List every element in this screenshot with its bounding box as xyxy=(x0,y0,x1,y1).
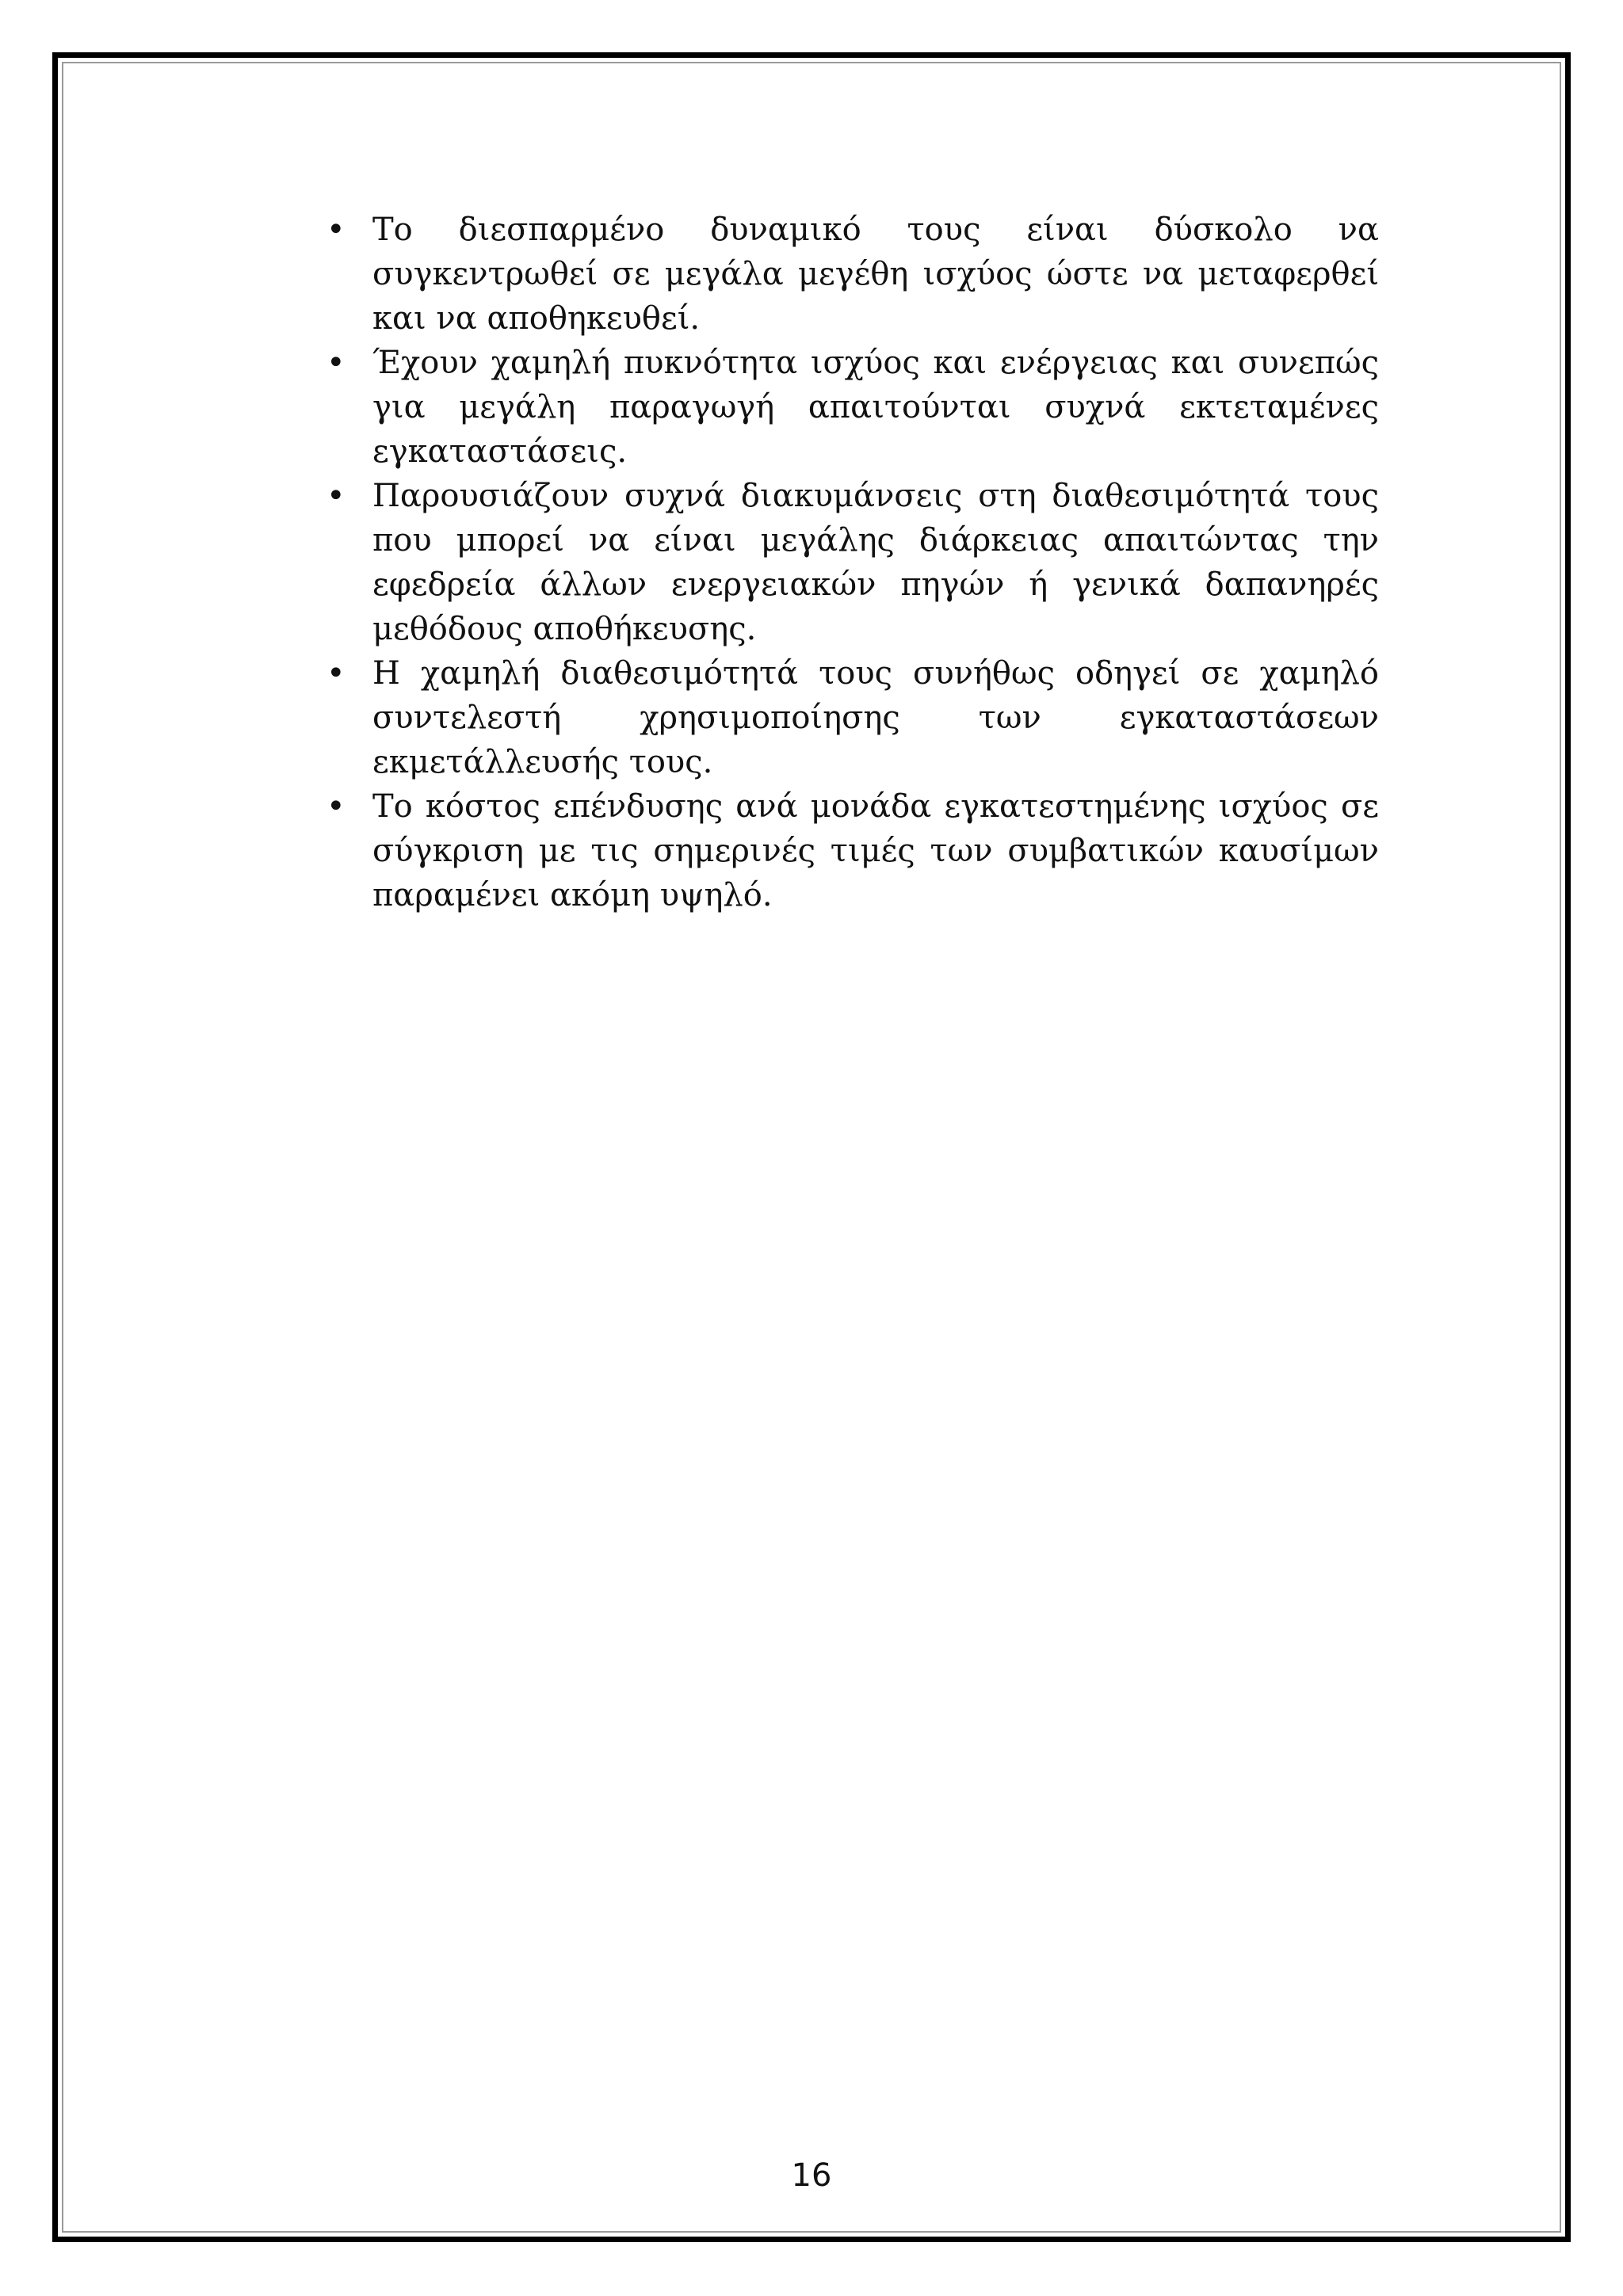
list-item xyxy=(317,474,1379,651)
list-item xyxy=(317,784,1379,917)
list-item xyxy=(317,651,1379,784)
list-item xyxy=(317,341,1379,474)
page-content xyxy=(317,208,1379,917)
bullet-text: Έχουν χαμηλή πυκνότητα ισχύος και ενέργειας και συνεπώς για μεγάλη παραγωγή απαιτούνται συχνά εκτεταμένες εγκαταστάσεις. xyxy=(372,345,1379,470)
page-number: 16 xyxy=(791,2157,832,2194)
bullet-icon: • xyxy=(327,345,346,381)
bullet-icon: • xyxy=(327,478,346,514)
bullet-icon: • xyxy=(327,212,346,248)
bullet-text: Παρουσιάζουν συχνά διακυμάνσεις στη διαθεσιμότητά τους που μπορεί να είναι μεγάλης διάρκειας απαιτώντας την εφεδρεία άλλων ενεργειακών πηγών ή γενικά δαπανηρές μεθόδους αποθήκευσης. xyxy=(372,478,1379,647)
bullet-list xyxy=(317,208,1379,917)
bullet-icon: • xyxy=(327,788,346,825)
bullet-text: Η χαμηλή διαθεσιμότητά τους συνήθως οδηγεί σε χαμηλό συντελεστή χρησιμοποίησης των εγκαταστάσεων εκμετάλλευσής τους. xyxy=(372,655,1379,780)
list-item xyxy=(317,208,1379,341)
bullet-text: Το κόστος επένδυσης ανά μονάδα εγκατεστημένης ισχύος σε σύγκριση με τις σημερινές τιμές των συμβατικών καυσίμων παραμένει ακόμη υψηλό. xyxy=(372,788,1379,913)
bullet-text: Το διεσπαρμένο δυναμικό τους είναι δύσκολο να συγκεντρωθεί σε μεγάλα μεγέθη ισχύος ώστε να μεταφερθεί και να αποθηκευθεί. xyxy=(372,212,1379,337)
bullet-icon: • xyxy=(327,655,346,692)
